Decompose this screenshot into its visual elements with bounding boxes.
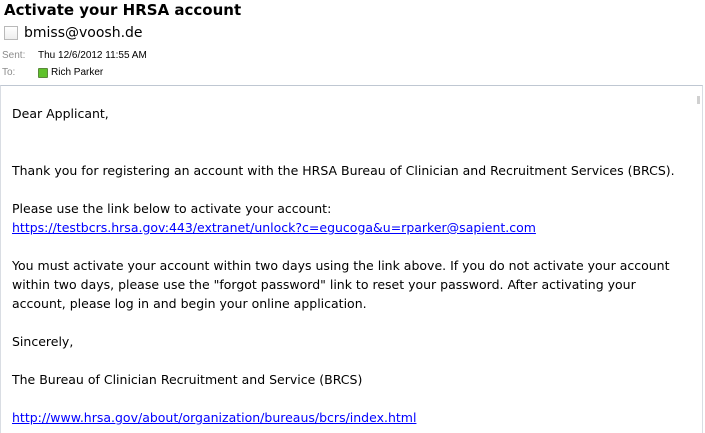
bcrs-website-link[interactable]: http://www.hrsa.gov/about/organization/bureaus/bcrs/index.html (12, 410, 417, 425)
presence-status-icon (38, 68, 48, 78)
deadline-paragraph: You must activate your account within two days using the link above. If you do not activate your account within two days, please use the "forgot password" link to reset your password. After activating your account, please log in and begin your online application. (12, 258, 670, 311)
greeting: Dear Applicant, (12, 106, 109, 121)
to-label: To: (2, 67, 16, 78)
intro-paragraph: Thank you for registering an account with the HRSA Bureau of Clinician and Recruitment Services (BRCS). (12, 163, 675, 178)
contact-checkbox-icon[interactable] (4, 26, 18, 40)
activation-instructions: Please use the link below to activate your account: (12, 201, 332, 216)
message-body-pane[interactable] (0, 85, 703, 433)
sender-email[interactable]: bmiss@voosh.de (24, 25, 143, 41)
sender-row (4, 25, 143, 41)
sent-label: Sent: (2, 50, 26, 61)
scrollbar-edge[interactable] (697, 96, 700, 104)
signature: The Bureau of Clinician Recruitment and Service (BRCS) (12, 372, 363, 387)
recipient-name[interactable]: Rich Parker (51, 67, 104, 78)
message-body (12, 104, 692, 427)
closing: Sincerely, (12, 334, 74, 349)
email-subject: Activate your HRSA account (4, 1, 242, 19)
activation-link[interactable]: https://testbcrs.hrsa.gov:443/extranet/unlock?c=egucoga&u=rparker@sapient.com (12, 220, 536, 235)
sent-value: Thu 12/6/2012 11:55 AM (38, 50, 147, 61)
recipient[interactable] (38, 67, 103, 78)
